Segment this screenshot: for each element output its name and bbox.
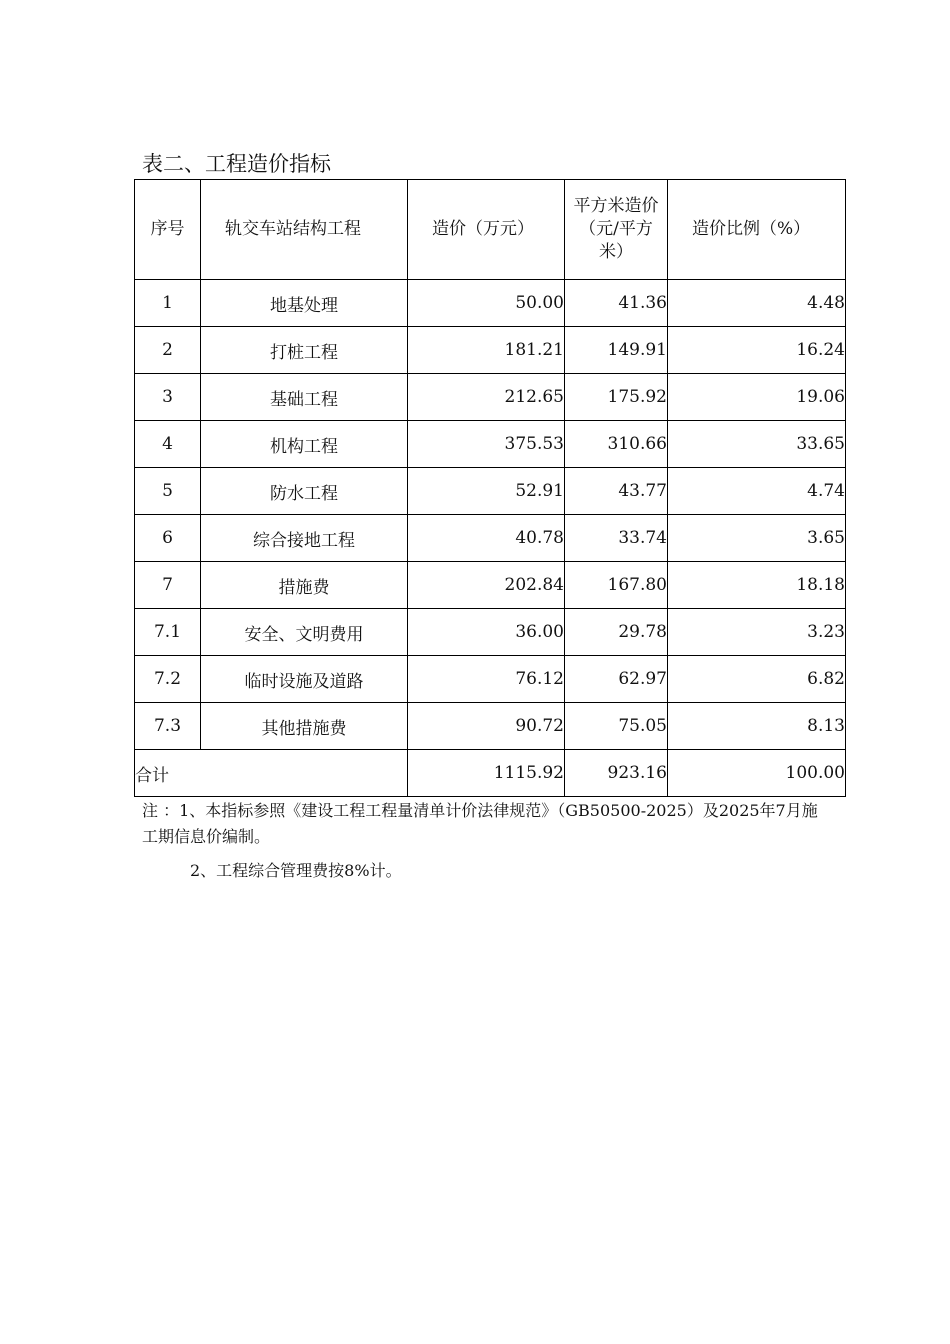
row-cost: 76.12 <box>408 656 565 703</box>
row-item: 基础工程 <box>201 374 408 421</box>
note-1: 注 ：1、本指标参照《建设工程工程量清单计价法律规范》（GB50500-2025）及2025年7月施工期信息价编制。 <box>142 801 818 846</box>
row-item: 其他措施费 <box>201 703 408 750</box>
row-unit-cost: 175.92 <box>565 374 668 421</box>
header-ratio: 造价比例（%） <box>668 180 846 280</box>
note-2: 2、工程综合管理费按8%计。 <box>190 861 402 880</box>
row-cost: 50.00 <box>408 280 565 327</box>
row-ratio: 16.24 <box>668 327 846 374</box>
header-item: 轨交车站结构工程 <box>201 180 408 280</box>
row-unit-cost: 29.78 <box>565 609 668 656</box>
table-row <box>135 703 846 750</box>
row-item: 防水工程 <box>201 468 408 515</box>
row-item: 措施费 <box>201 562 408 609</box>
table-row <box>135 656 846 703</box>
row-ratio: 3.65 <box>668 515 846 562</box>
row-cost: 375.53 <box>408 421 565 468</box>
row-seq: 3 <box>135 374 201 421</box>
row-seq: 7.1 <box>135 609 201 656</box>
row-cost: 202.84 <box>408 562 565 609</box>
row-item: 打桩工程 <box>201 327 408 374</box>
row-item: 安全、文明费用 <box>201 609 408 656</box>
row-ratio: 8.13 <box>668 703 846 750</box>
row-unit-cost: 62.97 <box>565 656 668 703</box>
row-seq: 7.3 <box>135 703 201 750</box>
row-seq: 1 <box>135 280 201 327</box>
row-ratio: 19.06 <box>668 374 846 421</box>
row-ratio: 33.65 <box>668 421 846 468</box>
row-ratio: 4.74 <box>668 468 846 515</box>
row-ratio: 6.82 <box>668 656 846 703</box>
total-ratio: 100.00 <box>668 750 846 797</box>
table-title: 表二、工程造价指标 <box>142 152 331 176</box>
header-seq: 序号 <box>135 180 201 280</box>
row-item: 综合接地工程 <box>201 515 408 562</box>
row-seq: 4 <box>135 421 201 468</box>
total-cost: 1115.92 <box>408 750 565 797</box>
row-ratio: 18.18 <box>668 562 846 609</box>
table-row <box>135 609 846 656</box>
total-label: 合计 <box>135 750 408 797</box>
row-cost: 90.72 <box>408 703 565 750</box>
table-row <box>135 562 846 609</box>
row-ratio: 4.48 <box>668 280 846 327</box>
row-cost: 52.91 <box>408 468 565 515</box>
row-seq: 2 <box>135 327 201 374</box>
table-row <box>135 468 846 515</box>
row-seq: 5 <box>135 468 201 515</box>
row-unit-cost: 149.91 <box>565 327 668 374</box>
header-cost: 造价（万元） <box>408 180 565 280</box>
row-item: 机构工程 <box>201 421 408 468</box>
row-ratio: 3.23 <box>668 609 846 656</box>
row-unit-cost: 75.05 <box>565 703 668 750</box>
table-row <box>135 374 846 421</box>
table-row <box>135 280 846 327</box>
header-unit-cost: 平方米造价（元/平方米） <box>565 180 668 280</box>
table-row <box>135 421 846 468</box>
total-row <box>135 750 846 797</box>
row-seq: 7 <box>135 562 201 609</box>
total-unit-cost: 923.16 <box>565 750 668 797</box>
row-unit-cost: 41.36 <box>565 280 668 327</box>
row-unit-cost: 33.74 <box>565 515 668 562</box>
table-header-row <box>135 180 846 280</box>
row-cost: 40.78 <box>408 515 565 562</box>
table-row <box>135 515 846 562</box>
row-unit-cost: 43.77 <box>565 468 668 515</box>
row-cost: 36.00 <box>408 609 565 656</box>
row-unit-cost: 310.66 <box>565 421 668 468</box>
row-cost: 181.21 <box>408 327 565 374</box>
row-item: 地基处理 <box>201 280 408 327</box>
row-item: 临时设施及道路 <box>201 656 408 703</box>
row-unit-cost: 167.80 <box>565 562 668 609</box>
cost-index-table <box>134 179 846 797</box>
table-row <box>135 327 846 374</box>
row-seq: 7.2 <box>135 656 201 703</box>
row-cost: 212.65 <box>408 374 565 421</box>
row-seq: 6 <box>135 515 201 562</box>
